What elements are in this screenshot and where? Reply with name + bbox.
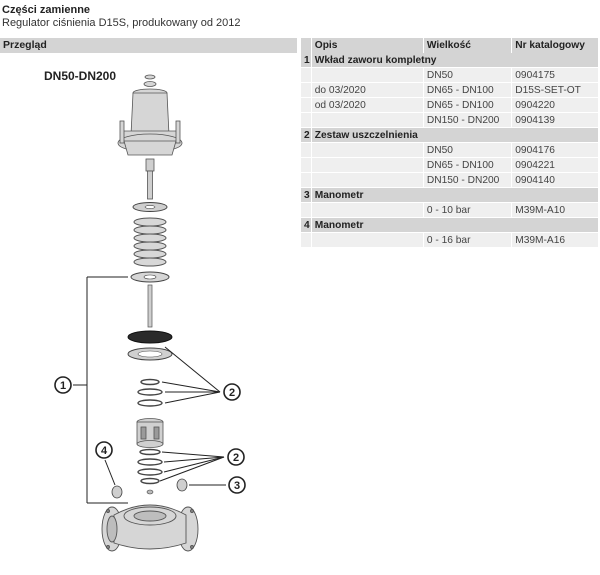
callout-2-lower [228, 449, 244, 465]
svg-text:1: 1 [59, 380, 67, 392]
table-row: DN50 0904175 [301, 68, 599, 83]
drawing-label: DN50-DN200 [44, 69, 117, 83]
table-row: DN50 0904176 [301, 143, 599, 158]
header-description: Opis [311, 38, 423, 53]
o-rings-upper [138, 380, 162, 407]
table-row: DN150 - DN200 0904140 [301, 173, 599, 188]
header-num [301, 38, 312, 53]
exploded-view-drawing [0, 55, 297, 575]
header-catalog-number: Nr katalogowy [512, 38, 598, 53]
spring-housing [118, 75, 182, 155]
section-row: 3 Manometr [301, 188, 599, 203]
section-row: 1 Wkład zaworu kompletny [301, 53, 599, 68]
valve-rod [148, 285, 152, 327]
spring [134, 218, 166, 266]
svg-text:2: 2 [232, 452, 240, 464]
callout-2-upper [224, 384, 240, 400]
section-row: 4 Manometr [301, 218, 599, 233]
valve-cartridge [137, 419, 163, 448]
table-row: DN150 - DN200 0904139 [301, 113, 599, 128]
svg-text:3: 3 [233, 480, 241, 492]
table-row: do 03/2020 DN65 - DN100 D15S-SET-OT [301, 83, 599, 98]
overview-header: Przegląd [0, 38, 297, 53]
table-row: 0 - 10 bar M39M-A10 [301, 203, 599, 218]
spare-parts-table [300, 38, 598, 248]
table-row: od 03/2020 DN65 - DN100 0904220 [301, 98, 599, 113]
svg-text:2: 2 [228, 387, 236, 399]
page-title: Części zamienne [2, 4, 91, 16]
table-row: 0 - 16 bar M39M-A16 [301, 233, 599, 248]
svg-text:4: 4 [100, 445, 108, 457]
table-row: DN65 - DN100 0904221 [301, 158, 599, 173]
o-rings-lower [138, 450, 162, 484]
table-header-row [301, 38, 599, 53]
callout-3 [229, 477, 245, 493]
callout-1 [55, 377, 71, 393]
section-row: 2 Zestaw uszczelnienia [301, 128, 599, 143]
callout-4 [96, 442, 112, 458]
diaphragm [128, 331, 172, 343]
gauge-plug-left [112, 486, 122, 498]
valve-body [102, 505, 198, 551]
stem [146, 159, 154, 199]
gauge-plug-right [177, 479, 187, 491]
page-subtitle: Regulator ciśnienia D15S, produkowany od 2012 [2, 17, 241, 29]
header-size: Wielkość [423, 38, 511, 53]
